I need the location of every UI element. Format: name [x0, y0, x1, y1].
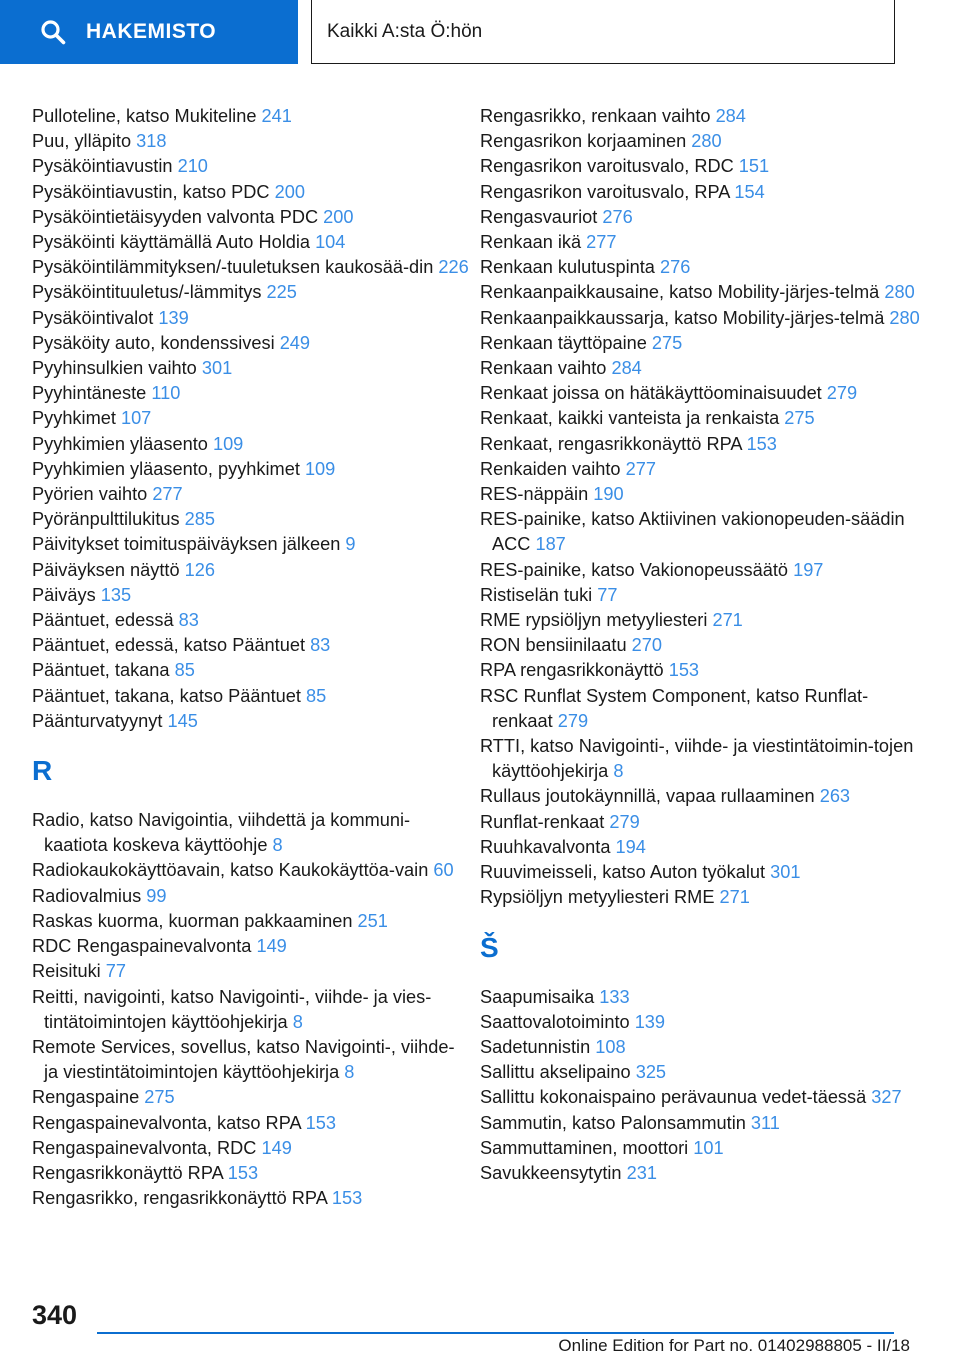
index-entry — [480, 129, 920, 154]
index-page-link[interactable]: 277 — [625, 458, 656, 479]
index-entry — [480, 860, 920, 885]
index-entry — [32, 331, 472, 356]
index-page-link[interactable]: 200 — [274, 181, 305, 202]
index-entry — [480, 154, 920, 179]
index-entry-text: Pyyhintäneste — [32, 383, 152, 404]
search-button[interactable] — [0, 0, 298, 64]
index-page-link[interactable]: 153 — [227, 1162, 259, 1183]
index-entry — [32, 934, 472, 959]
index-entry — [480, 482, 920, 507]
index-entry-text: Pysäköintivalot — [32, 307, 159, 328]
index-entry — [480, 558, 920, 583]
index-entry — [32, 356, 472, 381]
index-entry — [480, 985, 920, 1010]
index-entry-text: RSC Runflat System Component, katso Runflat-renkaat — [480, 685, 869, 731]
index-entry-text: Saattovalotoiminto — [480, 1011, 635, 1032]
index-entry — [32, 154, 472, 179]
index-page-link[interactable]: 200 — [323, 206, 354, 227]
index-page-link[interactable]: 85 — [174, 660, 195, 681]
index-entry-text: RPA rengasrikkonäyttö — [480, 660, 669, 681]
index-entry-text: Sammutin, katso Palonsammutin — [480, 1112, 751, 1133]
index-entry-text: Pyyhkimien yläasento — [32, 433, 213, 454]
index-page-link[interactable]: 145 — [167, 710, 198, 731]
index-entry-text: Pyyhkimet — [32, 408, 121, 429]
index-page-link[interactable]: 275 — [144, 1087, 175, 1108]
index-entry — [480, 810, 920, 835]
index-page-link[interactable]: 279 — [557, 710, 589, 731]
index-page-link[interactable]: 190 — [593, 484, 624, 505]
index-page-link[interactable]: 275 — [784, 408, 815, 429]
index-page-link[interactable]: 301 — [770, 862, 801, 883]
index-page-link[interactable]: 149 — [256, 936, 287, 957]
index-entry-text: Päänturvatyynyt — [32, 710, 168, 731]
index-column-right — [480, 104, 920, 1186]
index-entry-text: RES-näppäin — [480, 484, 594, 505]
index-entry — [480, 306, 920, 331]
index-entry — [480, 406, 920, 431]
index-page-link[interactable]: 8 — [613, 761, 624, 782]
index-entry-text: Renkaat joissa on hätäkäyttöominaisuudet — [480, 383, 827, 404]
index-page-link[interactable]: 231 — [626, 1162, 657, 1183]
index-section-letter: Š — [480, 931, 499, 963]
index-entry — [480, 633, 920, 658]
index-page-link[interactable]: 318 — [136, 131, 167, 152]
index-page-link[interactable]: 194 — [615, 836, 646, 857]
index-entry-text: Päivitykset toimituspäiväyksen jälkeen — [32, 534, 346, 555]
index-page-link[interactable]: 263 — [819, 786, 851, 807]
index-entry — [480, 734, 920, 784]
index-page-link[interactable]: 187 — [535, 534, 566, 555]
index-page-link[interactable]: 151 — [738, 156, 770, 177]
index-entry — [32, 306, 472, 331]
footer-divider — [97, 1332, 894, 1334]
index-entry-text: Pysäköintiavustin — [32, 156, 178, 177]
index-entry — [32, 684, 472, 709]
index-entry — [32, 909, 472, 934]
index-entry — [480, 280, 920, 305]
index-entry — [32, 1035, 472, 1085]
index-entry — [480, 885, 920, 910]
index-entry-text: Päiväys — [32, 584, 101, 605]
index-entry-text: RON bensiinilaatu — [480, 635, 632, 656]
index-page-link[interactable]: 325 — [635, 1062, 667, 1083]
index-entry-text: Puu, ylläpito — [32, 131, 137, 152]
index-page-link[interactable]: 277 — [586, 232, 617, 253]
index-entry-text: Reitti, navigointi, katso Navigointi-, viihde- ja vies-tintätoimintojen käyttöohjekirja — [32, 986, 432, 1032]
index-entry-text: Rengaspainevalvonta, RDC — [32, 1137, 262, 1158]
index-page-link[interactable]: 226 — [438, 257, 469, 278]
index-page-link[interactable]: 280 — [889, 307, 920, 328]
index-entry-text: Savukkeensytytin — [480, 1162, 627, 1183]
index-entry-text: Pulloteline, katso Mukiteline — [32, 106, 262, 126]
index-entry — [32, 230, 472, 255]
index-page-link[interactable]: 110 — [151, 383, 181, 404]
index-entry-text: Sadetunnistin — [480, 1036, 596, 1057]
index-page-link[interactable]: 327 — [871, 1087, 902, 1108]
index-entry-text: Pyöränpulttilukitus — [32, 509, 185, 530]
index-entry-text: Rengaspaine — [32, 1087, 145, 1108]
index-entry-text: Rengasrikko, renkaan vaihto — [480, 106, 716, 126]
index-entry — [32, 104, 472, 129]
index-entry — [480, 205, 920, 230]
index-page-link[interactable]: 275 — [651, 332, 683, 353]
index-entry — [32, 1111, 472, 1136]
index-entry — [32, 457, 472, 482]
index-page-link[interactable]: 284 — [715, 106, 746, 126]
index-page-link[interactable]: 8 — [292, 1011, 303, 1032]
index-entry — [32, 558, 472, 583]
index-page-link[interactable]: 60 — [433, 860, 454, 881]
index-entry-text: Päiväyksen näyttö — [32, 559, 185, 580]
index-entry-text: RES-painike, katso Aktiivinen vakionopeuden-säädin ACC — [480, 509, 905, 555]
index-entry — [480, 1136, 920, 1161]
index-entry-text: Rengaspainevalvonta, katso RPA — [32, 1112, 306, 1133]
index-entry-text: Ruuvimeisseli, katso Auton työkalut — [480, 862, 771, 883]
index-entry-text: Rengasrikon varoitusvalo, RDC — [480, 156, 739, 177]
index-entry — [480, 381, 920, 406]
index-entry — [32, 658, 472, 683]
index-page-link[interactable]: 126 — [184, 559, 216, 580]
index-entry-text: Renkaan ikä — [480, 232, 587, 253]
index-entry-text: Radio, katso Navigointia, viihdettä ja kommuni-kaatiota koskeva käyttöohje — [32, 810, 411, 856]
index-page-link[interactable]: 77 — [105, 961, 127, 982]
index-page-link[interactable]: 210 — [177, 156, 208, 177]
index-entry — [480, 457, 920, 482]
index-entry — [480, 331, 920, 356]
index-entry-text: Rullaus joutokäynnillä, vapaa rullaaminen — [480, 786, 820, 807]
index-page-link[interactable]: 249 — [279, 332, 311, 353]
index-page-link[interactable]: 271 — [719, 887, 750, 908]
index-entry-text: Renkaan kulutuspinta — [480, 257, 660, 278]
index-page-link[interactable]: 285 — [184, 509, 216, 530]
index-page-link[interactable]: 107 — [120, 408, 152, 429]
index-entry-text: Rengasrikko, rengasrikkonäyttö RPA — [32, 1188, 332, 1209]
index-entry-text: Remote Services, sovellus, katso Navigointi-, viihde- ja viestintätoimintojen käyttöohjekirja — [32, 1036, 455, 1083]
index-entry — [32, 709, 472, 734]
index-entry-text: Pysäköintituuletus/-lämmitys — [32, 282, 267, 303]
index-page-link[interactable]: 279 — [826, 383, 858, 404]
index-entry — [480, 1060, 920, 1085]
index-entry-text: Rengasrikkonäyttö RPA — [32, 1162, 228, 1183]
index-page-link[interactable]: 108 — [595, 1036, 626, 1057]
index-page-link[interactable]: 8 — [272, 835, 283, 856]
index-entry — [480, 835, 920, 860]
index-entry-text: Renkaan vaihto — [480, 358, 612, 379]
index-page-link[interactable]: 280 — [691, 131, 722, 152]
index-page-link[interactable]: 301 — [201, 358, 233, 379]
breadcrumb-label: Kaikki A:sta Ö:hön — [327, 20, 483, 42]
index-entry-text: Pääntuet, edessä — [32, 610, 179, 631]
index-column-left — [32, 104, 472, 1211]
index-entry — [32, 507, 472, 532]
index-entry — [480, 180, 920, 205]
index-entry — [32, 280, 472, 305]
index-entry-text: Pääntuet, takana — [32, 660, 175, 681]
index-entry-text: Rypsiöljyn metyyliesteri RME — [480, 887, 720, 908]
index-entry-text: Pysäköintietäisyyden valvonta PDC — [32, 206, 324, 227]
index-entry-text: Ruuhkavalvonta — [480, 836, 616, 857]
index-page-link[interactable]: 109 — [212, 433, 244, 454]
index-page-link[interactable]: 83 — [178, 610, 199, 631]
index-entry-text: Radiovalmius — [32, 885, 147, 906]
index-entry-text: RME rypsiöljyn metyyliesteri — [480, 610, 713, 631]
index-entry — [480, 507, 920, 557]
index-page-link[interactable]: 9 — [345, 534, 356, 555]
index-page-link[interactable]: 109 — [304, 458, 336, 479]
index-entry — [32, 532, 472, 557]
index-entry-text: Pyyhkimien yläasento, pyyhkimet — [32, 458, 305, 479]
index-page-link[interactable]: 225 — [266, 282, 297, 303]
index-entry — [32, 1161, 472, 1186]
index-entry — [480, 1035, 920, 1060]
index-entry — [480, 1161, 920, 1186]
index-entry — [480, 684, 920, 734]
index-page-link[interactable]: 153 — [305, 1112, 337, 1133]
index-entry-text: Pyyhinsulkien vaihto — [32, 358, 202, 379]
index-entry-text: Renkaanpaikkaussarja, katso Mobility-järjes-telmä — [480, 307, 890, 328]
index-entry-text: Renkaanpaikkausaine, katso Mobility-järjes-telmä — [480, 282, 885, 303]
index-page-link[interactable]: 251 — [357, 910, 388, 931]
index-entry — [32, 858, 472, 883]
index-entry — [480, 784, 920, 809]
index-entry — [480, 230, 920, 255]
index-page-link[interactable]: 77 — [597, 584, 618, 605]
index-entry — [32, 255, 472, 280]
index-entry — [32, 1186, 472, 1211]
index-page-link[interactable]: 277 — [152, 484, 183, 505]
index-entry — [32, 884, 472, 909]
index-page-link[interactable]: 99 — [146, 885, 167, 906]
index-page-link[interactable]: 139 — [158, 307, 189, 328]
index-entry-text: Radiokaukokäyttöavain, katso Kaukokäyttöa-vain — [32, 860, 434, 881]
index-entry — [32, 129, 472, 154]
index-page-link[interactable]: 101 — [693, 1137, 724, 1158]
index-entry-text: Runflat-renkaat — [480, 811, 610, 832]
breadcrumb[interactable] — [311, 0, 895, 64]
index-page-link[interactable]: 83 — [310, 635, 331, 656]
index-section-letter: R — [32, 755, 53, 787]
search-icon — [40, 19, 66, 45]
index-page-link[interactable]: 280 — [884, 282, 915, 303]
index-entry-text: Ristiselän tuki — [480, 584, 598, 605]
index-page-link[interactable]: 197 — [793, 559, 824, 580]
index-page-link[interactable]: 270 — [631, 635, 662, 656]
index-entry-text: Renkaiden vaihto — [480, 458, 626, 479]
index-page-link[interactable]: 311 — [750, 1112, 780, 1133]
index-entry — [32, 381, 472, 406]
index-entry-text: RTTI, katso Navigointi-, viihde- ja viestintätoimin-tojen käyttöohjekirja — [480, 736, 914, 782]
index-entry — [32, 633, 472, 658]
index-page-link[interactable]: 284 — [611, 358, 642, 379]
index-page-link[interactable]: 85 — [306, 685, 327, 706]
index-entry — [480, 255, 920, 280]
index-entry-text: Pääntuet, takana, katso Pääntuet — [32, 685, 307, 706]
index-page-link[interactable]: 153 — [746, 433, 777, 454]
page-number: 340 — [32, 1300, 78, 1330]
index-entry-text: Pysäköity auto, kondenssivesi — [32, 332, 280, 353]
index-entry — [480, 432, 920, 457]
index-page-link[interactable]: 276 — [659, 257, 691, 278]
footer-edition-text: Online Edition for Part no. 01402988805 - II/18 — [558, 1336, 910, 1355]
index-entry — [32, 985, 472, 1035]
index-entry-text: Renkaat, rengasrikkonäyttö RPA — [480, 433, 747, 454]
index-entry — [480, 583, 920, 608]
index-page-link[interactable]: 149 — [261, 1137, 292, 1158]
index-entry-text: Sallittu akselipaino — [480, 1062, 636, 1083]
index-entry-text: Pysäköintilämmityksen/-tuuletuksen kaukosää-din — [32, 257, 439, 278]
index-entry — [32, 808, 472, 858]
index-entry-text: Sallittu kokonaispaino perävaunua vedet-täessä — [480, 1087, 872, 1108]
index-entry-text: Raskas kuorma, kuorman pakkaaminen — [32, 910, 358, 931]
index-page-link[interactable]: 104 — [315, 232, 346, 253]
index-entry-text: Pääntuet, edessä, katso Pääntuet — [32, 635, 311, 656]
index-page-link[interactable]: 133 — [599, 986, 630, 1007]
index-page-link[interactable]: 8 — [344, 1062, 355, 1083]
index-entry — [480, 1111, 920, 1136]
index-entry-text: Pysäköinti käyttämällä Auto Holdia — [32, 232, 316, 253]
footer-edition — [270, 1336, 910, 1356]
index-entry-text: Pysäköintiavustin, katso PDC — [32, 181, 275, 202]
index-page-link[interactable]: 135 — [100, 584, 132, 605]
index-entry-text: Reisituki — [32, 961, 106, 982]
index-entry-text: Rengasrikon korjaaminen — [480, 131, 692, 152]
index-page-link[interactable]: 154 — [734, 181, 765, 202]
index-entry — [32, 180, 472, 205]
index-entry — [480, 1085, 920, 1110]
index-entry-text: Saapumisaika — [480, 986, 600, 1007]
index-entry-text: Sammuttaminen, moottori — [480, 1137, 694, 1158]
index-entry — [32, 1136, 472, 1161]
top-bar — [0, 0, 960, 70]
index-entry — [480, 1010, 920, 1035]
index-entry — [32, 482, 472, 507]
index-page-link[interactable]: 279 — [609, 811, 640, 832]
index-entry — [32, 205, 472, 230]
index-page-link[interactable]: 153 — [331, 1188, 363, 1209]
index-entry — [480, 356, 920, 381]
index-entry — [32, 583, 472, 608]
index-entry — [32, 608, 472, 633]
index-entry-text: RDC Rengaspainevalvonta — [32, 936, 257, 957]
search-button-label: HAKEMISTO — [86, 20, 217, 43]
index-page-link[interactable]: 153 — [668, 660, 700, 681]
index-entry-text: Rengasrikon varoitusvalo, RPA — [480, 181, 735, 202]
index-page-link[interactable]: 139 — [634, 1011, 666, 1032]
index-page-link[interactable]: 271 — [712, 610, 743, 631]
index-entry — [480, 104, 920, 129]
index-entry-text: Pyörien vaihto — [32, 484, 153, 505]
index-entry — [32, 432, 472, 457]
index-entry — [480, 658, 920, 683]
index-page-link[interactable]: 241 — [261, 106, 292, 126]
index-page-link[interactable]: 276 — [602, 206, 633, 227]
index-entry — [32, 406, 472, 431]
index-entry — [32, 959, 472, 984]
index-entry — [480, 608, 920, 633]
index-entry-text: RES-painike, katso Vakionopeussäätö — [480, 559, 794, 580]
index-entry-text: Rengasvauriot — [480, 206, 603, 227]
index-entry-text: Renkaat, kaikki vanteista ja renkaista — [480, 408, 785, 429]
index-entry — [32, 1085, 472, 1110]
index-entry-text: Renkaan täyttöpaine — [480, 332, 652, 353]
